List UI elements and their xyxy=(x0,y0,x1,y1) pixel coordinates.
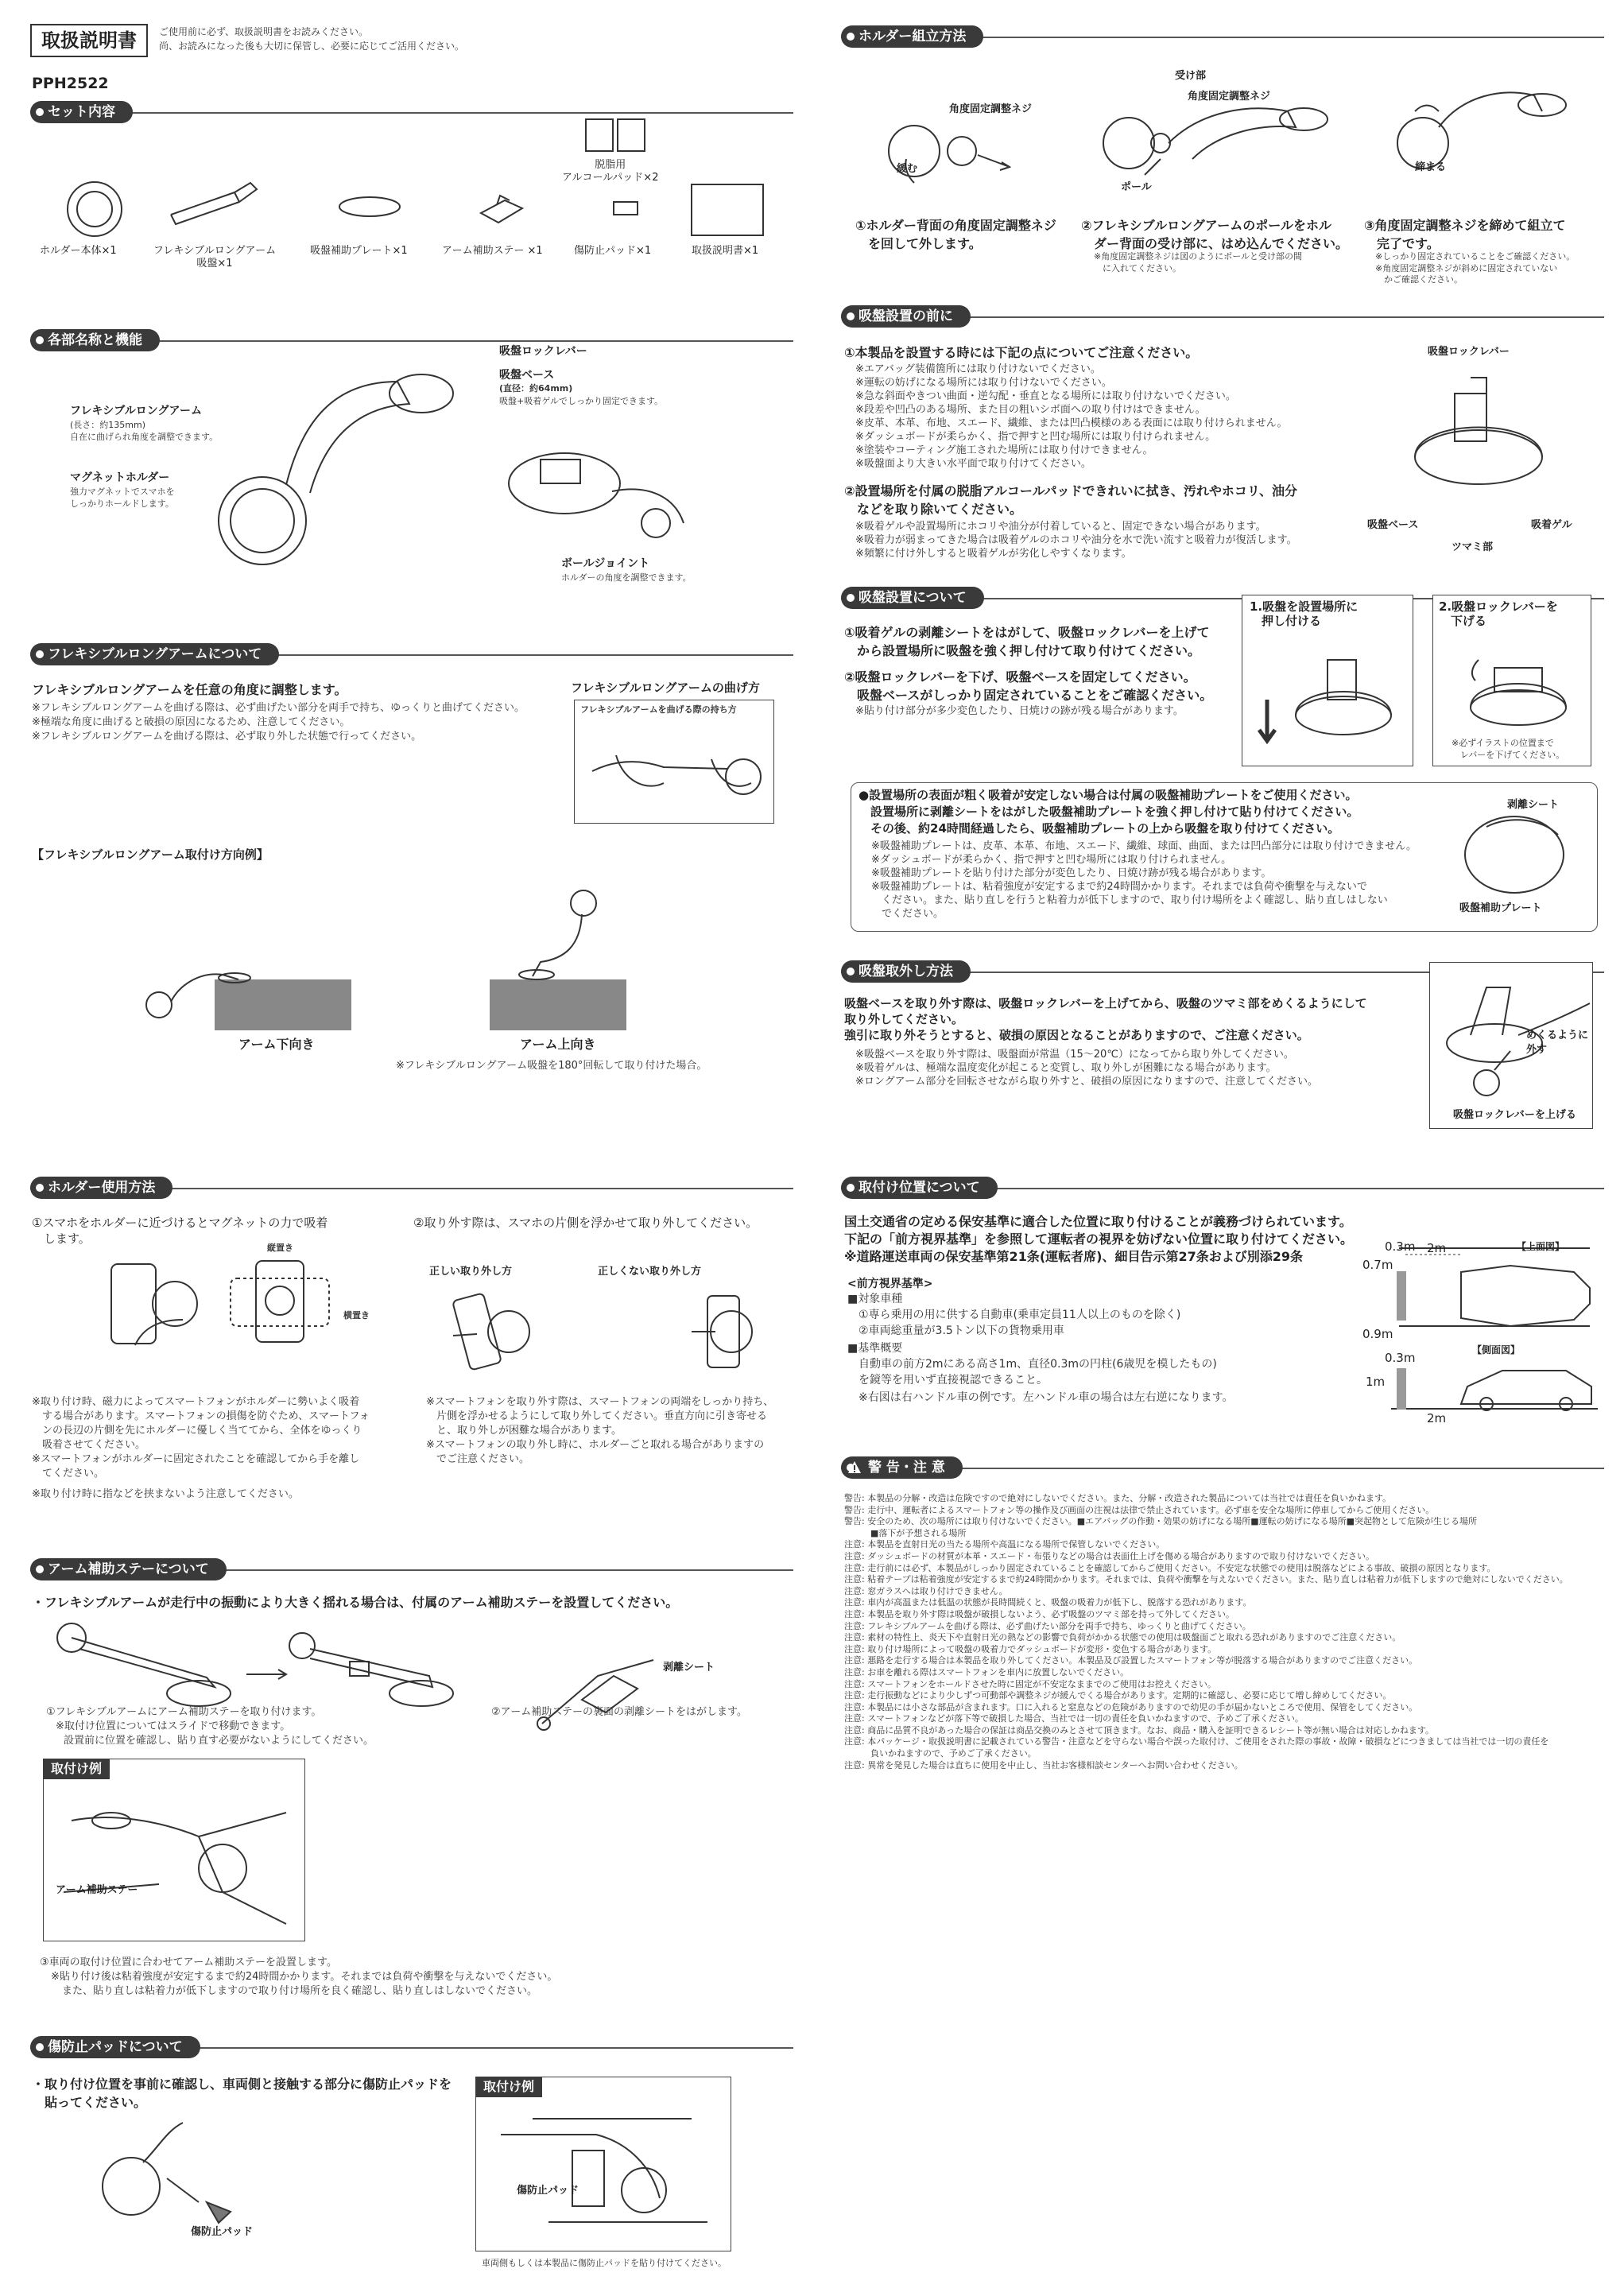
assembly-pole-label: ポール xyxy=(1121,181,1152,193)
position-l2: ■基準概要 xyxy=(847,1342,903,1355)
install-press-illustration xyxy=(1256,636,1407,755)
suction-cup-illustration xyxy=(1399,362,1558,505)
use-note2-l4: ※スマートフォンの取り外し時に、ホルダーごと取れる場合がありますの xyxy=(426,1439,765,1451)
manual-illustration xyxy=(690,183,766,239)
use-note1-l6: てください。 xyxy=(32,1468,105,1480)
plate-note-4: ください。また、貼り直しを行うと粘着力が低下しますので、取り付け場所をよく確認し、貼り直しはしない xyxy=(871,894,1388,906)
install-box-1-label: 1.吸盤を設置場所に 押し付ける xyxy=(1250,599,1359,628)
position-l1: ■対象車種 xyxy=(847,1293,903,1305)
dash-block-up xyxy=(490,979,626,1030)
removal-text: 吸盤ベースを取り外す際は、吸盤ロックレバーを上げてから、吸盤のツマミ部をめくるようにして 取り外してください。 強引に取り外そうとすると、破損の原因となることがありますので、ご注意ください。 xyxy=(844,996,1367,1042)
arm-illustration xyxy=(163,175,266,231)
assembly-step3-text: ③角度固定調整ネジを締めて組立て 完了です。 xyxy=(1364,218,1566,251)
warning-line: 注意: 異常を発見した場合は直ちに使用を中止し、当社お客様相談センターへお問い合わせください。 xyxy=(844,1759,1243,1770)
position-l1a: ①専ら乗用の用に供する自動車(乗車定員11人以上のものを除く) xyxy=(859,1309,1181,1321)
section-set-contents: セット内容 xyxy=(30,101,133,123)
phone-attach-illustration xyxy=(95,1256,215,1352)
flex-bend-hands-illustration xyxy=(584,727,767,815)
parts-base-title: 吸盤ベース xyxy=(499,369,555,382)
dim-07m: 0.7m xyxy=(1362,1258,1393,1272)
warning-line: 注意: 車内が高温または低温の状態が長時間続くと、吸盤の吸着力が低下し、脱落する恐れがあります。 xyxy=(844,1597,1252,1608)
holder-body-illustration xyxy=(59,173,130,245)
pad-example-tag: 取付け例 xyxy=(475,2077,542,2097)
parts-ball-desc: ホルダーの角度を調整できます。 xyxy=(561,572,692,583)
assembly-step3-illustration xyxy=(1383,64,1574,175)
arm-down-illustration xyxy=(135,954,254,1018)
section-scratch-pad: 傷防止パッドについて xyxy=(30,2036,200,2058)
removal-lift-label: 吸盤ロックレバーを上げる xyxy=(1453,1109,1576,1121)
warning-line: 注意: 取り付け場所によって吸盤の吸着力でダッシュボードが変形・変色する場合があります。 xyxy=(844,1643,1217,1654)
holder-main-illustration xyxy=(199,350,461,588)
alcohol-pad-illustration xyxy=(584,118,648,154)
arm-up-label: アーム上向き xyxy=(520,1037,596,1052)
parts-base-desc: 吸盤+吸着ゲルでしっかり固定できます。 xyxy=(499,396,664,406)
warning-icon xyxy=(847,1460,862,1474)
doc-title: 取扱説明書 xyxy=(30,24,148,57)
dim-1m: 1m xyxy=(1366,1375,1386,1389)
alcohol-pad-label: 脱脂用 アルコールパッド×2 xyxy=(562,159,659,184)
assembly-step1-text: ①ホルダー背面の角度固定調整ネジ を回して外します。 xyxy=(855,218,1056,251)
parts-arm-title: フレキシブルロングアーム xyxy=(70,405,203,417)
before-n1-6: ※塗装やコーティング施工された場所には取り付けできません。 xyxy=(855,444,1153,456)
assembly-step2-note: ※角度固定調整ネジは図のようにポールと受け部の間 に入れてください。 xyxy=(1094,251,1302,273)
arm-down-label: アーム下向き xyxy=(238,1037,315,1052)
pad-example-note: 車両側もしくは本製品に傷防止パッドを貼り付けてください。 xyxy=(482,2258,727,2268)
section-position: 取付け位置について xyxy=(841,1177,998,1199)
position-sub: <前方視界基準> xyxy=(847,1278,933,1290)
before-n1-2: ※急な斜面やきつい曲面・逆勾配・垂直となる場所には取り付けないでください。 xyxy=(855,390,1236,402)
install-lever-illustration xyxy=(1447,636,1582,731)
warning-line: 注意: ダッシュボードの材質が本革・スエード・布張りなどの場合は表面仕上げを傷める場合がありますので取り付けないでください。 xyxy=(844,1550,1374,1561)
use-step-1: ①スマホをホルダーに近づけるとマグネットの力で吸着 します。 xyxy=(32,1216,328,1246)
use-note1-l1: ※取り付け時、磁力によってスマートフォンがホルダーに勢いよく吸着 xyxy=(32,1396,360,1408)
use-note1-l7: ※取り付け時に指などを挟まないよう注意してください。 xyxy=(32,1488,299,1500)
removal-note-0: ※吸盤ベースを取り外す際は、吸盤面が常温（15～20℃）になってから取り外してください。 xyxy=(855,1049,1294,1061)
assembly-screw2-label: 角度固定調整ネジ xyxy=(1188,91,1271,103)
warning-line: 注意: 素材の特性上、炎天下や直射日光の熱などの影響で負荷がかかる状態での使用は吸盤面ごと取れる恐れがありますのでご注意ください。 xyxy=(844,1632,1401,1643)
flex-dir-note: ※フレキシブルロングアーム吸盤を180°回転して取り付けた場合。 xyxy=(396,1060,707,1072)
warning-line: ■落下が予想される場所 xyxy=(844,1527,967,1538)
correct-removal-illustration xyxy=(445,1288,548,1375)
warning-line: 注意: スマートフォンをホールドさせた時に固定が不安定なままでのご使用はお控えください。 xyxy=(844,1678,1216,1689)
parts-mag-desc: 強力マグネットでスマホを しっかりホールドします。 xyxy=(70,487,175,509)
before-n1-3: ※段差や凹凸のある場所、また目の粗いシボ面への取り付けはできません。 xyxy=(855,404,1206,416)
flex-dir-title: 【フレキシブルロングアーム取付け方向例】 xyxy=(32,847,269,862)
install-step-2: ②吸盤ロックレバーを下げ、吸盤ベースを固定してください。 吸盤ベースがしっかり固定されていることをご確認ください。 xyxy=(844,669,1213,703)
stay-c1b: 設置前に位置を確認し、貼り直す必要がないようにしてください。 xyxy=(64,1735,374,1747)
assembly-screw-label: 角度固定調整ネジ xyxy=(949,103,1033,115)
landscape-phone-illustration xyxy=(229,1275,332,1331)
parts-arm-desc: 自在に曲げられ角度を調整できます。 xyxy=(70,432,219,442)
incorrect-removal-label: 正しくない取り外し方 xyxy=(598,1266,702,1278)
use-note2-l5: でご注意ください。 xyxy=(426,1453,530,1465)
before-gel-label: 吸着ゲル xyxy=(1531,519,1572,531)
incorrect-removal-illustration xyxy=(684,1288,771,1375)
position-l1b: ②車両総重量が3.5トン以下の貨物乗用車 xyxy=(859,1324,1064,1337)
warning-line: 負いかねますので、予めご了承ください。 xyxy=(844,1748,1037,1759)
before-n1-4: ※皮革、本革、布地、スエード、繊維、または凹凸模様のある表面には取り付けられません。 xyxy=(855,417,1288,429)
section-arm-stay: アーム補助ステーについて xyxy=(30,1558,227,1580)
set-item-plate: 吸盤補助プレート×1 xyxy=(310,245,408,257)
pad-apply-illustration xyxy=(87,2115,215,2234)
section-install: 吸盤設置について xyxy=(841,587,984,609)
dim-09m: 0.9m xyxy=(1362,1327,1393,1341)
flex-note-3: ※フレキシブルロングアームを曲げる際は、必ず取り外した状態で行ってください。 xyxy=(32,731,422,743)
stay-example-tag: 取付け例 xyxy=(43,1759,110,1779)
stay-s3b: また、貼り直しは粘着力が低下しますので取り付け場所を良く確認し、貼り直しはしないでください。 xyxy=(62,1985,538,1997)
parts-base-dim: (直径：約64mm) xyxy=(499,383,573,394)
dim-2m-side: 2m xyxy=(1427,1411,1447,1425)
assembly-receiver-label: 受け部 xyxy=(1175,70,1207,82)
before-n2-1: ※吸着力が弱まってきた場合は吸着ゲルのホコリや油分を水で洗い流すと吸着力が復活します。 xyxy=(855,534,1297,546)
before-p1: ①本製品を設置する時には下記の点についてご注意ください。 xyxy=(844,345,1199,360)
warning-line: 警告: 本製品の分解・改造は危険ですので絶対にしないでください。また、分解・改造された製品については当社では責任を負いかねます。 xyxy=(844,1493,1392,1503)
set-item-arm: フレキシブルロングアーム 吸盤×1 xyxy=(153,245,277,270)
before-base-label: 吸盤ベース xyxy=(1367,519,1419,531)
use-note2-l1: ※スマートフォンを取り外す際は、スマートフォンの両端をしっかり持ち、 xyxy=(426,1396,774,1408)
stay-s3: ③車両の取付け位置に合わせてアーム補助ステーを設置します。 xyxy=(40,1957,337,1968)
plate-illustration-right xyxy=(1455,811,1574,898)
pad-example-illustration xyxy=(485,2103,723,2246)
warning-line: 注意: 悪路を走行する場合は本製品を取り外してください。本製品及び設置したスマートフォン等が脱落する場合がありますのでご注意ください。 xyxy=(844,1655,1418,1666)
parts-arm-len: (長さ：約135mm) xyxy=(70,420,146,430)
portrait-label: 縦置き xyxy=(267,1243,293,1253)
side-view-diagram xyxy=(1391,1352,1598,1415)
assembly-tighten-label: 締まる xyxy=(1415,161,1447,173)
plate-note-1: ※ダッシュボードが柔らかく、指で押すと凹む場所には取り付けられません。 xyxy=(871,854,1232,866)
arm-up-illustration xyxy=(509,882,604,979)
before-n1-1: ※運転の妨げになる場所には取り付けないでください。 xyxy=(855,377,1112,389)
warning-line: 注意: フレキシブルアームを曲げる際は、必ず曲げたい部分を両手で持ち、ゆっくりと曲げてください。 xyxy=(844,1620,1251,1631)
warning-line: 注意: 本製品には小さな部品が含まれます。口に入れると窒息などの危険がありますので幼児の手が届かないところで使用、保管をしてください。 xyxy=(844,1701,1418,1712)
intro-line-1: ご使用前に必ず、取扱説明書をお読みください。 xyxy=(159,26,369,37)
install-box-2-label: 2.吸盤ロックレバーを 下げる xyxy=(1439,599,1558,628)
plate-note-2: ※吸盤補助プレートを貼り付けた部分が変色したり、日焼け跡が残る場合があります。 xyxy=(871,867,1272,879)
set-item-holder: ホルダー本体×1 xyxy=(40,245,117,257)
flex-lead: フレキシブルロングアームを任意の角度に調整します。 xyxy=(32,682,347,697)
pad-label: 傷防止パッド xyxy=(191,2226,254,2238)
use-note2-l3: と、取り外しが困難な場合があります。 xyxy=(426,1425,622,1437)
use-note2-l2: 片側を浮かせるようにして取り外してください。垂直方向に引き寄せる xyxy=(426,1410,768,1422)
flex-bend-box-label: フレキシブルアームを曲げる際の持ち方 xyxy=(580,704,737,715)
assembly-step2-text: ②フレキシブルロングアームのポールをホル ダー背面の受け部に、はめ込んでください。 xyxy=(1081,218,1349,251)
plate-peel-label: 剥離シート xyxy=(1507,799,1560,811)
stay-c1: ①フレキシブルアームにアーム補助ステーを取り付けます。 xyxy=(46,1706,322,1718)
suction-base-illustration xyxy=(493,436,715,555)
use-step-2: ②取り外す際は、スマホの片側を浮かせて取り外してください。 xyxy=(413,1216,758,1230)
removal-flip-label: めくるように 外す xyxy=(1526,1030,1589,1056)
before-knob-label: ツマミ部 xyxy=(1452,541,1494,553)
warning-line: 注意: お車を離れる際はスマートフォンを車内に放置しないでください。 xyxy=(844,1666,1130,1677)
before-p2: ②設置場所を付属の脱脂アルコールパッドできれいに拭き、汚れやホコリ、油分 などを取り除いてください。 xyxy=(844,483,1298,517)
plate-notice-head: ●設置場所の表面が粗く吸着が安定しない場合は付属の吸盤補助プレートをご使用ください。 設置場所に剥離シートをはがした吸盤補助プレートを強く押し付けて貼り付けてください。 その後、約24時間経過したら、吸盤補助プレートの上から吸盤を取り付けてください。 xyxy=(859,788,1359,836)
stay-peel-label: 剥離シート xyxy=(663,1662,715,1674)
stay-c1a: ※取付け位置についてはスライドで移動できます。 xyxy=(56,1720,291,1732)
dim-03m-side: 0.3m xyxy=(1385,1351,1416,1365)
warning-line: 注意: 商品に品質不良があった場合の保証は商品交換のみとさせて頂きます。なお、商品・購入を証明できるレシート等が無い場合は対応しかねます。 xyxy=(844,1724,1435,1736)
dim-2m-top: 2m xyxy=(1427,1241,1447,1255)
intro-line-2: 尚、お読みになった後も大切に保管し、必要に応じてご活用ください。 xyxy=(159,41,465,52)
section-flexible-arm: フレキシブルロングアームについて xyxy=(30,643,279,665)
stay-example-label: アーム補助ステー xyxy=(56,1884,138,1896)
removal-note-2: ※ロングアーム部分を回転させながら取り外すと、破損の原因になりますので、注意してください。 xyxy=(855,1076,1318,1088)
before-n1-0: ※エアバッグ装備箇所には取り付けないでください。 xyxy=(855,363,1101,375)
warning-line: 注意: 本製品を直射日光の当たる場所や高温になる場所で保管しないでください。 xyxy=(844,1539,1165,1550)
pad-example-label: 傷防止パッド xyxy=(517,2185,579,2197)
use-note1-l3: ンの長辺の片側を先にホルダーに優しく当ててから、全体をゆっくり xyxy=(32,1425,362,1437)
top-view-label: 【上面図】 xyxy=(1517,1241,1565,1252)
position-l2b: を鏡等を用いず直接視認できること。 xyxy=(859,1374,1048,1387)
section-warnings: 警 告・注 意 xyxy=(841,1456,963,1479)
section-before-suction: 吸盤設置の前に xyxy=(841,305,971,328)
pad-illustration xyxy=(612,200,641,219)
set-item-manual: 取扱説明書×1 xyxy=(692,245,759,257)
plate-note-0: ※吸盤補助プレートは、皮革、本革、布地、スエード、繊維、球面、曲面、または凹凸部分には取り付けできません。 xyxy=(871,840,1417,852)
parts-lever-label: 吸盤ロックレバー xyxy=(499,345,587,358)
set-item-stay: アーム補助ステー ×1 xyxy=(442,245,543,257)
stay-s3a: ※貼り付け後は粘着強度が安定するまで約24時間かかります。それまでは負荷や衝撃を与えないでください。 xyxy=(51,1971,558,1983)
use-note1-l4: 吸着させてください。 xyxy=(32,1439,146,1451)
flex-note-1: ※フレキシブルロングアームを曲げる際は、必ず曲げたい部分を両手で持ち、ゆっくりと曲げてください。 xyxy=(32,702,525,714)
dim-03m-top: 0.3m xyxy=(1385,1239,1416,1254)
warning-line: 警告: 走行中、運転者によるスマートフォン等の操作及び画面の注視は法律で禁止されています。必ず車を安全な場所に停車してからご使用ください。 xyxy=(844,1504,1435,1515)
plate-note-5: でください。 xyxy=(871,908,944,920)
warning-line: 注意: 走行前には必ず、本製品がしっかり固定されていることを確認してからご使用ください。不安定な状態での使用は脱落などによる事故、破損の原因となります。 xyxy=(844,1562,1496,1573)
plate-note-3: ※吸盤補助プレートは、粘着強度が安定するまで約24時間かかります。それまでは負荷や衝撃を与えないで xyxy=(871,881,1367,893)
warning-line: 警告: 安全のため、次の場所には取り付けないでください。■エアバッグの作動・効果の妨げになる場所■運転の妨げになる場所■突起物として危険が生じる場所 xyxy=(844,1516,1478,1527)
warning-line: 注意: 粘着テープは粘着強度が安定するまで約24時間かかります。それまでは、負荷や衝撃を与えないでください。また、貼り直しは粘着力が低下しますので絶対にしないでください。 xyxy=(844,1574,1568,1585)
set-item-pad: 傷防止パッド×1 xyxy=(574,245,652,257)
assembly-loosen-label: 緩む xyxy=(897,163,918,175)
flex-bend-title: フレキシブルロングアームの曲げ方 xyxy=(571,681,760,695)
warning-line: 注意: 本パッケージ・取扱説明書に記載されている警告・注意などを守らない場合や誤った取付け、ご使用をされた際の事故・故障・破損などにつきましては当社では一切の責任を xyxy=(844,1736,1549,1747)
side-view-label: 【側面図】 xyxy=(1472,1344,1521,1355)
stay-attach-illustration xyxy=(48,1614,461,1717)
before-n1-7: ※吸盤面より大きい水平面で取り付けてください。 xyxy=(855,458,1091,470)
assembly-step3-note: ※しっかり固定されていることをご確認ください。 ※角度固定調整ネジが斜めに固定されていない かご確認ください。 xyxy=(1375,251,1576,285)
assembly-step1-illustration xyxy=(882,111,1033,191)
section-parts: 各部名称と機能 xyxy=(30,329,160,351)
before-n1-5: ※ダッシュボードが柔らかく、指で押すと凹む場所には取り付けられません。 xyxy=(855,431,1216,443)
parts-ball-title: ボールジョイント xyxy=(561,557,650,570)
position-l2a: 自動車の前方2mにある高さ1m、直径0.3mの円柱(6歳児を模したもの) xyxy=(859,1358,1217,1371)
use-note1-l5: ※スマートフォンがホルダーに固定されたことを確認してから手を離し xyxy=(32,1453,360,1465)
install-box-2-note: ※必ずイラストの位置まで レバーを下げてください。 xyxy=(1452,738,1565,760)
removal-note-1: ※吸着ゲルは、極端な温度変化が起こると変質し、取り外しが困難になる場合があります。 xyxy=(855,1062,1277,1074)
before-n2-0: ※吸着ゲルや設置場所にホコリや油分が付着していると、固定できない場合があります。 xyxy=(855,521,1266,533)
install-step-2-note: ※貼り付け部分が多少変色したり、日焼けの跡が残る場合があります。 xyxy=(855,705,1184,717)
plate-label: 吸盤補助プレート xyxy=(1459,902,1542,914)
stay-illustration xyxy=(473,189,529,229)
flex-note-2: ※極端な角度に曲げると破損の原因になるため、注意してください。 xyxy=(32,716,351,728)
install-step-1: ①吸着ゲルの剥離シートをはがして、吸盤ロックレバーを上げて から設置場所に吸盤を強く押し付けて取り付けてください。 xyxy=(844,625,1210,658)
model-number: PPH2522 xyxy=(32,75,109,92)
warning-line: 注意: 本製品を取り外す際は吸盤が破損しないよう、必ず吸盤のツマミ部を持って外してください。 xyxy=(844,1608,1234,1619)
warning-line: 注意: スマートフォンなどが落下等で破損した場合、当社では一切の責任を負いかねますので、予めご了承ください。 xyxy=(844,1713,1304,1724)
position-text: 国土交通省の定める保安基準に適合した位置に取り付けることが義務づけられています。 下記の「前方視界基準」を参照して運転者の視界を妨げない位置に取り付けてください。 ※道路運送車両の保安基準第21条(運転者席)、細目告示第27条および別添29条 xyxy=(844,1214,1354,1264)
stay-example-illustration xyxy=(64,1789,294,1932)
parts-mag-title: マグネットホルダー xyxy=(70,471,170,484)
correct-removal-label: 正しい取り外し方 xyxy=(429,1266,513,1278)
landscape-label: 横置き xyxy=(343,1310,370,1321)
stay-lead: ・フレキシブルアームが走行中の振動により大きく揺れる場合は、付属のアーム補助ステーを設置してください。 xyxy=(32,1595,679,1610)
top-view-diagram xyxy=(1391,1240,1598,1332)
section-removal: 吸盤取外し方法 xyxy=(841,960,971,983)
before-lever-label: 吸盤ロックレバー xyxy=(1428,346,1510,358)
position-l2c: ※右図は右ハンドル車の例です。左ハンドル車の場合は左右逆になります。 xyxy=(859,1391,1234,1404)
plate-illustration xyxy=(334,191,405,223)
warnings-list xyxy=(844,1493,1599,1771)
before-n2-2: ※頻繁に付け外しすると吸着ゲルが劣化しやすくなります。 xyxy=(855,548,1132,560)
stay-c2: ②アーム補助ステーの裏面の剥離シートをはがします。 xyxy=(491,1706,747,1718)
warning-line: 注意: 窓ガラスへは取り付けできません。 xyxy=(844,1585,1008,1596)
section-assembly: ホルダー組立方法 xyxy=(841,25,983,48)
pad-lead: ・取り付け位置を事前に確認し、車両側と接触する部分に傷防止パッドを 貼ってください。 xyxy=(32,2077,452,2110)
section-holder-usage: ホルダー使用方法 xyxy=(30,1177,172,1199)
warning-line: 注意: 走行振動などにより少しずつ可動部や調整ネジが緩んでくる場合があります。定期的に確認し、必要に応じて増し締めしてください。 xyxy=(844,1690,1392,1701)
use-note1-l2: する場合があります。スマートフォンの損傷を防ぐため、スマートフォ xyxy=(32,1410,370,1422)
